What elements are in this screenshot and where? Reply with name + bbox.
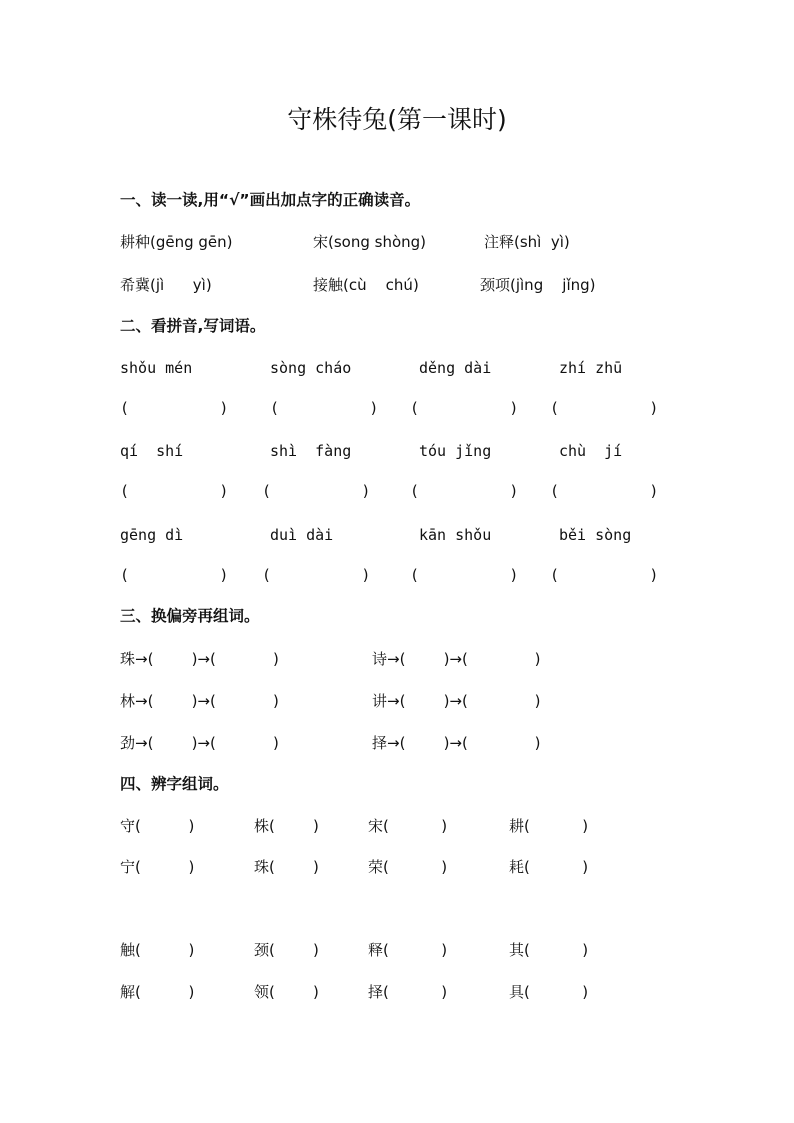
answer-blank[interactable]: ( ) [550, 399, 659, 417]
word-group-item: 颈( ) [254, 941, 319, 959]
answer-blank[interactable]: ( ) [410, 566, 519, 584]
answer-blank[interactable]: ( ) [120, 399, 229, 417]
pinyin-label: chù jí [559, 442, 623, 460]
word-group-item: 解( ) [120, 983, 195, 1001]
word-group-item: 株( ) [254, 817, 319, 835]
section-2-heading: 二、看拼音,写词语。 [120, 317, 266, 335]
pinyin-label: kān shǒu [419, 526, 492, 544]
answer-blank[interactable]: ( ) [410, 482, 519, 500]
section-1-heading: 一、读一读,用“√”画出加点字的正确读音。 [120, 191, 421, 209]
pinyin-label: shǒu mén [120, 359, 193, 377]
answer-blank[interactable]: ( ) [262, 482, 371, 500]
pinyin-label: tóu jǐng [419, 442, 492, 460]
word-group-item: 耕( ) [509, 817, 589, 835]
section-1-item: 注释(shì yì) [484, 233, 570, 251]
word-group-item: 守( ) [120, 817, 195, 835]
section-1-item: 接触(cù chú) [313, 276, 419, 294]
section-1-item: 宋(song shòng) [313, 233, 427, 251]
pinyin-label: gēng dì [120, 526, 184, 544]
answer-blank[interactable]: ( ) [120, 482, 229, 500]
pinyin-label: qí shí [120, 442, 184, 460]
radical-change-item: 择→( )→( ) [372, 734, 541, 752]
pinyin-label: shì fàng [270, 442, 352, 460]
section-4-heading: 四、辨字组词。 [120, 775, 229, 793]
section-1-item: 希冀(jì yì) [120, 276, 212, 294]
answer-blank[interactable]: ( ) [120, 566, 229, 584]
section-1-item: 耕种(gēng gēn) [120, 233, 233, 251]
word-group-item: 宋( ) [368, 817, 448, 835]
answer-blank[interactable]: ( ) [550, 482, 659, 500]
section-1-item: 颈项(jìng jǐng) [480, 276, 596, 294]
pinyin-label: běi sòng [559, 526, 632, 544]
radical-change-item: 珠→( )→( ) [120, 650, 279, 668]
word-group-item: 择( ) [368, 983, 448, 1001]
page-title: 守株待兔(第一课时) [287, 105, 507, 134]
section-3-heading: 三、换偏旁再组词。 [120, 607, 260, 625]
word-group-item: 宁( ) [120, 858, 195, 876]
answer-blank[interactable]: ( ) [410, 399, 519, 417]
word-group-item: 珠( ) [254, 858, 319, 876]
pinyin-label: zhí zhū [559, 359, 623, 377]
answer-blank[interactable]: ( ) [270, 399, 379, 417]
radical-change-item: 劲→( )→( ) [120, 734, 279, 752]
pinyin-label: duì dài [270, 526, 334, 544]
pinyin-label: děng dài [419, 359, 492, 377]
word-group-item: 领( ) [254, 983, 319, 1001]
radical-change-item: 林→( )→( ) [120, 692, 279, 710]
word-group-item: 其( ) [509, 941, 589, 959]
pinyin-label: sòng cháo [270, 359, 352, 377]
word-group-item: 释( ) [368, 941, 448, 959]
word-group-item: 荣( ) [368, 858, 448, 876]
answer-blank[interactable]: ( ) [550, 566, 659, 584]
radical-change-item: 诗→( )→( ) [372, 650, 541, 668]
radical-change-item: 讲→( )→( ) [372, 692, 541, 710]
word-group-item: 具( ) [509, 983, 589, 1001]
answer-blank[interactable]: ( ) [262, 566, 371, 584]
word-group-item: 耗( ) [509, 858, 589, 876]
word-group-item: 触( ) [120, 941, 195, 959]
